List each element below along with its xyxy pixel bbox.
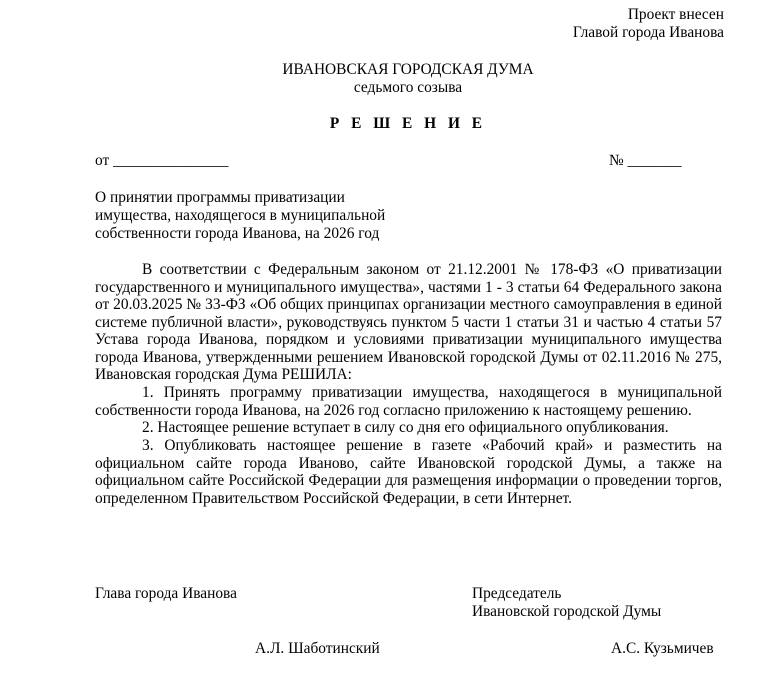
decision-item-2: 2. Настоящее решение вступает в силу со дня его официального опубликования. xyxy=(142,419,669,436)
signatory-right-title-line-1: Председатель xyxy=(472,585,562,602)
council-name: ИВАНОВСКАЯ ГОРОДСКАЯ ДУМА xyxy=(282,61,534,78)
decision-subject xyxy=(95,189,385,243)
project-submitted-by-line: Главой города Иванова xyxy=(572,24,724,41)
signatory-left-title: Глава города Иванова xyxy=(95,585,237,602)
date-field: от _______________ xyxy=(95,152,229,169)
subject-line-2: имущества, находящегося в муниципальной xyxy=(95,207,386,224)
subject-line-3: собственности города Иванова, на 2026 год xyxy=(95,225,380,242)
decision-item-1: 1. Принять программу приватизации имущества, находящегося в муниципальной собственности города Иванова, на 2026 год согласно приложению к настоящему решению. xyxy=(95,384,722,419)
convocation: седьмого созыва xyxy=(353,79,463,96)
document-title: Р Е Ш Е Н И Е xyxy=(329,115,487,132)
number-field: № _______ xyxy=(609,152,682,169)
preamble-paragraph: В соответствии с Федеральным законом от 21.12.2001 № 178-ФЗ «О приватизации государственного и муниципального имущества», частями 1 - 3 статьи 64 Федерального закона от 20.03.2025 № 33-ФЗ «Об общих принципах организации местного самоуправления в единой системе публичной власти», руководствуясь пунктом 5 части 1 статьи 31 и частью 4 статьи 57 Устава города Иванова, порядком и условиями приватизации муниципального имущества города Иванова, утвержденными решением Ивановской городской Думы от 02.11.2016 № 275, Ивановская городская Дума РЕШИЛА: xyxy=(95,261,722,383)
subject-line-1: О принятии программы приватизации xyxy=(95,189,345,206)
decision-item-3: 3. Опубликовать настоящее решение в газете «Рабочий край» и разместить на официальном сайте города Иваново, сайте Ивановской городской Думы, а также на официальном сайте Российской Федерации для размещения информации о проведении торгов, определенном Правительством Российской Федерации, в сети Интернет. xyxy=(95,437,722,507)
signatory-right-title-line-2: Ивановской городской Думы xyxy=(472,603,662,620)
project-submitted-line: Проект внесен xyxy=(627,6,724,23)
signatory-left-name: А.Л. Шаботинский xyxy=(255,640,380,657)
signatory-right-name: А.С. Кузьмичев xyxy=(611,640,714,657)
